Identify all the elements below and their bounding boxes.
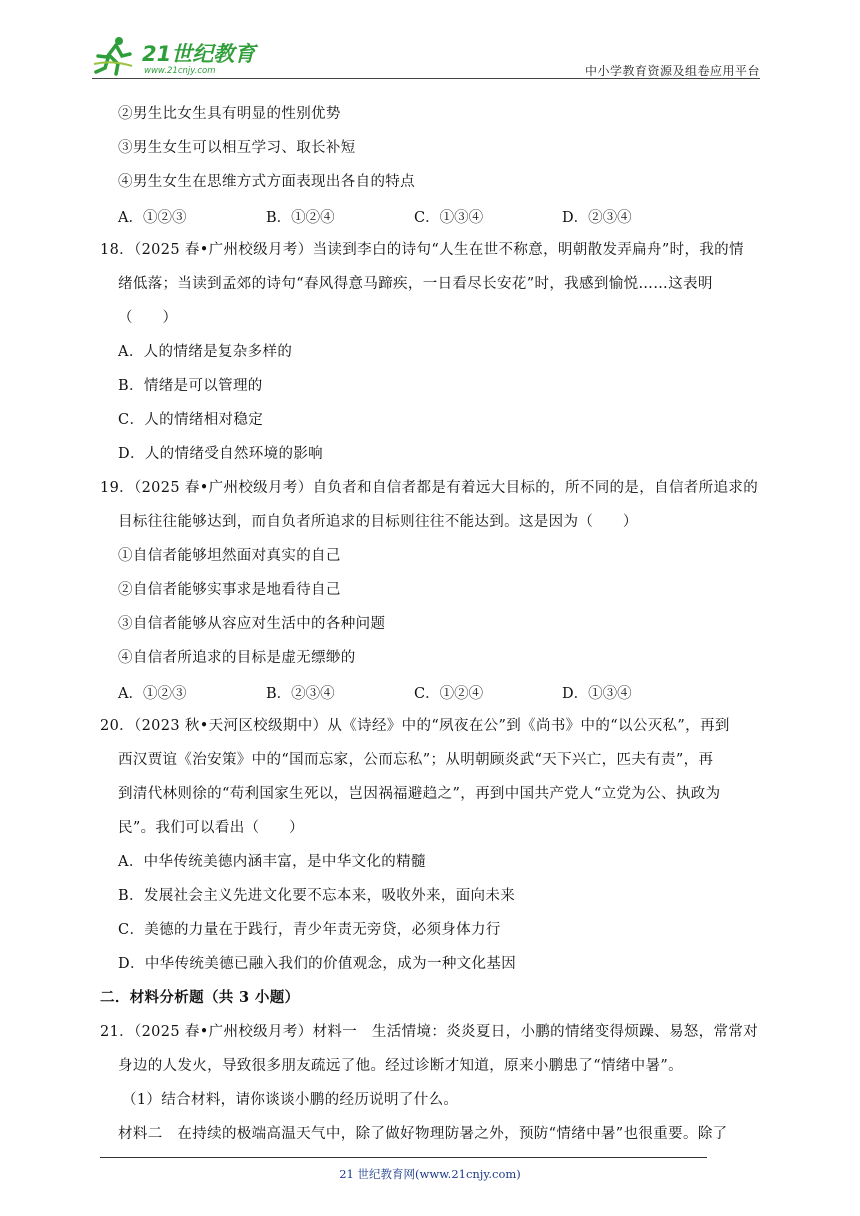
q18-option-a: A．人的情绪是复杂多样的: [118, 344, 293, 360]
q19-stem-line-2: 目标往往能够达到，而自负者所追求的目标则往往不能达到。这是因为（ ）: [118, 514, 638, 530]
q19-statement-2: ②自信者能够实事求是地看待自己: [118, 582, 341, 598]
q18-option-d: D．人的情绪受自然环境的影响: [118, 446, 324, 462]
section-heading: 二．材料分析题（共 3 小题）: [100, 989, 300, 1006]
logo-text: 21世纪教育: [142, 42, 256, 66]
q17-option-d: D．②③④: [562, 210, 632, 226]
q18-option-c: C．人的情绪相对稳定: [118, 412, 264, 428]
q19-option-b: B．②③④: [266, 686, 335, 702]
q17-option-b: B．①②④: [266, 210, 335, 226]
platform-name: 中小学教育资源及组卷应用平台: [584, 64, 760, 78]
q21-stem-line-2: 身边的人发火，导致很多朋友疏远了他。经过诊断才知道，原来小鹏患了“情绪中暑”。: [118, 1058, 683, 1074]
q19-statement-3: ③自信者能够从容应对生活中的各种问题: [118, 616, 386, 632]
q19-option-c: C．①②④: [414, 686, 484, 702]
q20-option-b: B．发展社会主义先进文化要不忘本来，吸收外来，面向未来: [118, 888, 516, 904]
q18-option-b: B．情绪是可以管理的: [118, 378, 263, 394]
q20-option-c: C．美德的力量在于践行，青少年责无旁贷，必须身体力行: [118, 922, 501, 938]
q18-stem-line-3: （ ）: [118, 310, 178, 326]
q20-stem-line-1: 20．（2023 秋•天河区校级期中）从《诗经》中的“夙夜在公”到《尚书》中的“以公灭私”，再到: [100, 718, 730, 734]
q20-option-a: A．中华传统美德内涵丰富，是中华文化的精髓: [118, 854, 426, 870]
q17-statement-2: ②男生比女生具有明显的性别优势: [118, 106, 341, 122]
q21-material-2: 材料二 在持续的极端高温天气中，除了做好物理防暑之外，预防“情绪中暑”也很重要。除了: [118, 1126, 728, 1142]
q19-statement-4: ④自信者所追求的目标是虚无缥缈的: [118, 650, 356, 666]
logo-url: www.21cnjy.com: [144, 66, 216, 76]
q21-subquestion-1: （1）结合材料，请你谈谈小鹏的经历说明了什么。: [122, 1092, 459, 1108]
q19-stem-line-1: 19．（2025 春•广州校级月考）自负者和自信者都是有着远大目标的，所不同的是，自信者所追求的: [100, 480, 759, 496]
q18-stem-line-1: 18．（2025 春•广州校级月考）当读到李白的诗句“人生在世不称意，明朝散发弄扁舟”时，我的情: [100, 242, 744, 258]
q20-stem-line-4: 民”。我们可以看出（ ）: [118, 820, 304, 836]
q17-option-a: A．①②③: [118, 210, 187, 226]
q21-stem-line-1: 21．（2025 春•广州校级月考）材料一 生活情境：炎炎夏日，小鹏的情绪变得烦躁、易怒，常常对: [100, 1024, 759, 1040]
header-divider: [92, 78, 760, 79]
q20-stem-line-3: 到清代林则徐的“苟利国家生死以，岂因祸福避趋之”，再到中国共产党人“立党为公、执政为: [118, 786, 721, 802]
q17-statement-3: ③男生女生可以相互学习、取长补短: [118, 140, 356, 156]
footer-text[interactable]: 21 世纪教育网(www.21cnjy.com): [339, 1167, 521, 1181]
q18-stem-line-2: 绪低落；当读到孟郊的诗句“春风得意马蹄疾，一日看尽长安花”时，我感到愉悦……这表明: [118, 276, 713, 292]
page-header: [92, 28, 760, 80]
q17-option-c: C．①③④: [414, 210, 484, 226]
q20-stem-line-2: 西汉贾谊《治安策》中的“国而忘家，公而忘私”；从明朝顾炎武“天下兴亡，匹夫有责”，再: [118, 752, 714, 768]
q17-statement-4: ④男生女生在思维方式方面表现出各自的特点: [118, 174, 415, 190]
footer-divider: [100, 1157, 707, 1158]
q19-option-d: D．①③④: [562, 686, 632, 702]
q19-statement-1: ①自信者能够坦然面对真实的自己: [118, 548, 341, 564]
q20-option-d: D．中华传统美德已融入我们的价值观念，成为一种文化基因: [118, 956, 517, 972]
q19-option-a: A．①②③: [118, 686, 187, 702]
site-logo: [92, 34, 262, 78]
